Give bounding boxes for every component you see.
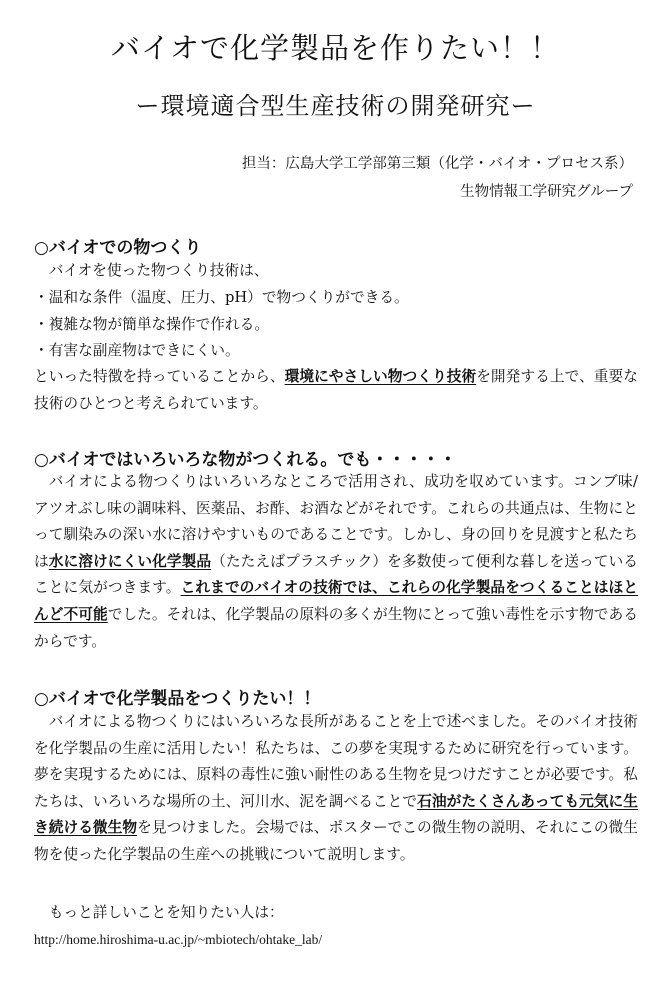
list-item: ・ 温和な条件（温度、圧力、pH）で物つくりができる。 bbox=[34, 285, 638, 312]
section3-heading: ○バイオで化学製品をつくりたい！！ bbox=[34, 689, 321, 709]
section1-intro: バイオを使った物つくり技術は、 bbox=[48, 262, 269, 279]
section1-emphasis: 環境にやさしい物つくり技術 bbox=[284, 368, 477, 385]
list-item: ・ 複雑な物が簡単な操作で作れる。 bbox=[34, 312, 638, 339]
section1-closing-text-b: を開発する上で、重要な技術のひとつと考えられています。 bbox=[34, 368, 638, 412]
lab-url-link[interactable]: http://home.hiroshima-u.ac.jp/~mbiotech/ohtake_lab/ bbox=[34, 932, 323, 947]
section2-emphasis-2: これまでのバイオの技術では、これらの化学製品をつくることはほとんど不可能 bbox=[34, 579, 639, 623]
section1-closing bbox=[34, 364, 638, 417]
section1-feature-list bbox=[34, 285, 638, 365]
more-info-label: もっと詳しいことを知りたい人は： bbox=[48, 904, 284, 921]
section2-text-c: でした。それは、化学製品の原料の多くが生物にとって強い毒性を示す物であるからです。 bbox=[34, 605, 638, 650]
section2-body bbox=[34, 469, 638, 655]
credit-group: 生物情報工学研究グループ bbox=[460, 184, 633, 200]
section2-text-a: バイオによる物つくりはいろいろなところで活用され、成功を収めています。コンブ味/アツオぶし味の調味料、医薬品、お酢、お酒などがそれです。これらの共通点は、生物にとって馴染みの深い水に溶けやすいものであることです。しかし、身の回りを見渡すと私たちは bbox=[34, 473, 638, 570]
page-subtitle: ー環境適合型生産技術の開発研究ー bbox=[135, 92, 536, 120]
section1-closing-text-a: といった特徴を持っていることから、 bbox=[34, 368, 285, 385]
section3-emphasis: 石油がたくさんあっても元気に生き続ける微生物 bbox=[34, 792, 638, 837]
section2-text-b: （たたえばプラスチック）を多数使って便利な暮しを送っていることに気がつきます。 bbox=[34, 552, 638, 597]
page-title: バイオで化学製品を作りたい！！ bbox=[110, 31, 561, 65]
section2-emphasis-1: 水に溶けにくい化学製品 bbox=[48, 552, 212, 570]
section3-body bbox=[34, 709, 638, 869]
credit-affiliation: 担当：広島大学工学部第三類（化学・バイオ・プロセス系） bbox=[241, 156, 633, 172]
section1-heading: ○バイオでの物つくり bbox=[34, 238, 202, 258]
section2-heading: ○バイオではいろいろな物がつくれる。でも・・・・・ bbox=[34, 450, 457, 470]
section3-text-a: バイオによる物つくりにはいろいろな長所があることを上で述べました。そのバイオ技術を化学製品の生産に活用したい！私たちは、この夢を実現するために研究を行っています。夢を実現するためには、原料の毒性に強い耐性のある生物を見つけだすことが必要です。私たちは、いろいろな場所の土、河川水、泥を調べることで bbox=[34, 713, 638, 810]
list-item: ・ 有害な副産物はできにくい。 bbox=[34, 338, 638, 365]
section3-text-b: を見つけました。会場では、ポスターでこの微生物の説明、それにこの微生物を使った化学製品の生産への挑戦について説明します。 bbox=[34, 819, 638, 863]
